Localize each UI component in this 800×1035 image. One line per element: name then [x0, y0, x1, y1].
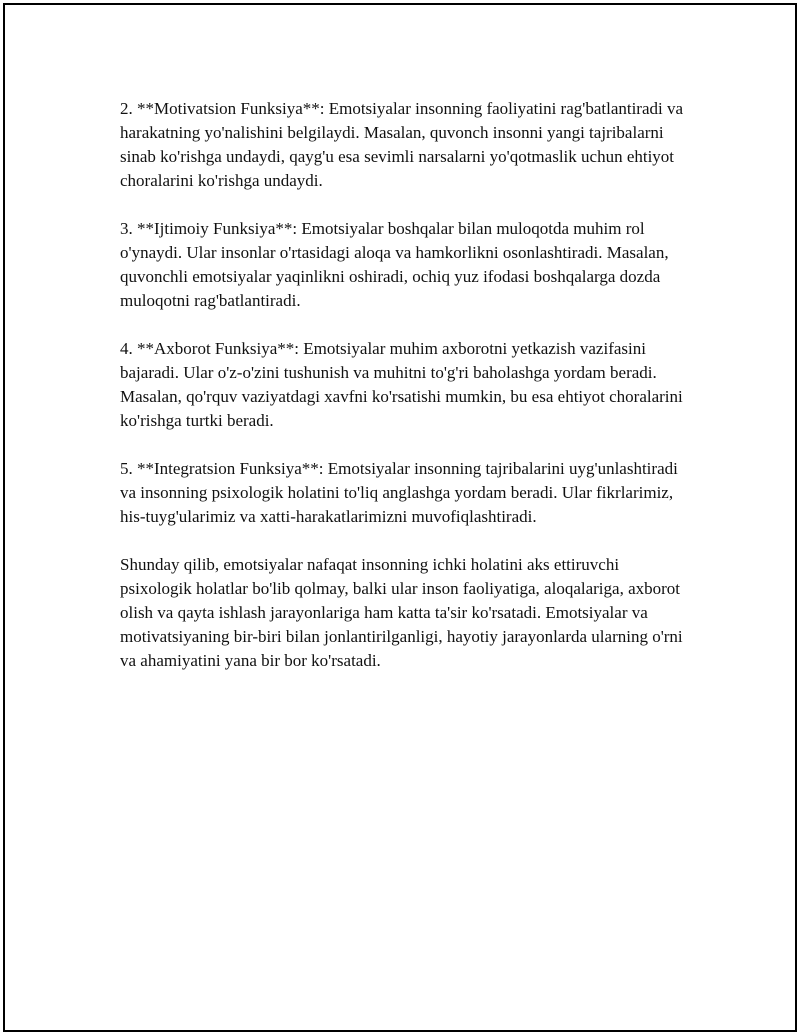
document-page	[3, 3, 797, 1032]
paragraph-conclusion: Shunday qilib, emotsiyalar nafaqat insonning ichki holatini aks ettiruvchi psixologik holatlar bo'lib qolmay, balki ular inson faoliyatiga, aloqalariga, axborot olish va qayta ishlash jarayonlariga ham katta ta'sir ko'rsatadi. Emotsiyalar va motivatsiyaning bir-biri bilan jonlantirilganligi, hayotiy jarayonlarda ularning o'rni va ahamiyatini yana bir bor ko'rsatadi.	[120, 555, 683, 670]
paragraph-information-function: 4. **Axborot Funksiya**: Emotsiyalar muhim axborotni yetkazish vazifasini bajaradi. Ular o'z-o'zini tushunish va muhitni to'g'ri baholashga yordam beradi. Masalan, qo'rquv vaziyatdagi xavfni ko'rsatishi mumkin, bu esa ehtiyot choralarini ko'rishga turtki beradi.	[120, 339, 683, 430]
document-body	[120, 97, 690, 697]
paragraph-motivational-function: 2. **Motivatsion Funksiya**: Emotsiyalar insonning faoliyatini rag'batlantiradi va harakatning yo'nalishini belgilaydi. Masalan, quvonch insonni yangi tajribalarni sinab ko'rishga undaydi, qayg'u esa sevimli narsalarni yo'qotmaslik uchun ehtiyot choralarini ko'rishga undaydi.	[120, 99, 684, 190]
paragraph-integration-function: 5. **Integratsion Funksiya**: Emotsiyalar insonning tajribalarini uyg'unlashtiradi va insonning psixologik holatini to'liq anglashga yordam beradi. Ular fikrlarimiz, his-tuyg'ularimiz va xatti-harakatlarimizni muvofiqlashtiradi.	[120, 459, 678, 526]
paragraph-social-function: 3. **Ijtimoiy Funksiya**: Emotsiyalar boshqalar bilan muloqotda muhim rol o'ynaydi. Ular insonlar o'rtasidagi aloqa va hamkorlikni osonlashtiradi. Masalan, quvonchli emotsiyalar yaqinlikni oshiradi, ochiq yuz ifodasi boshqalarga dozda muloqotni rag'batlantiradi.	[120, 219, 669, 310]
